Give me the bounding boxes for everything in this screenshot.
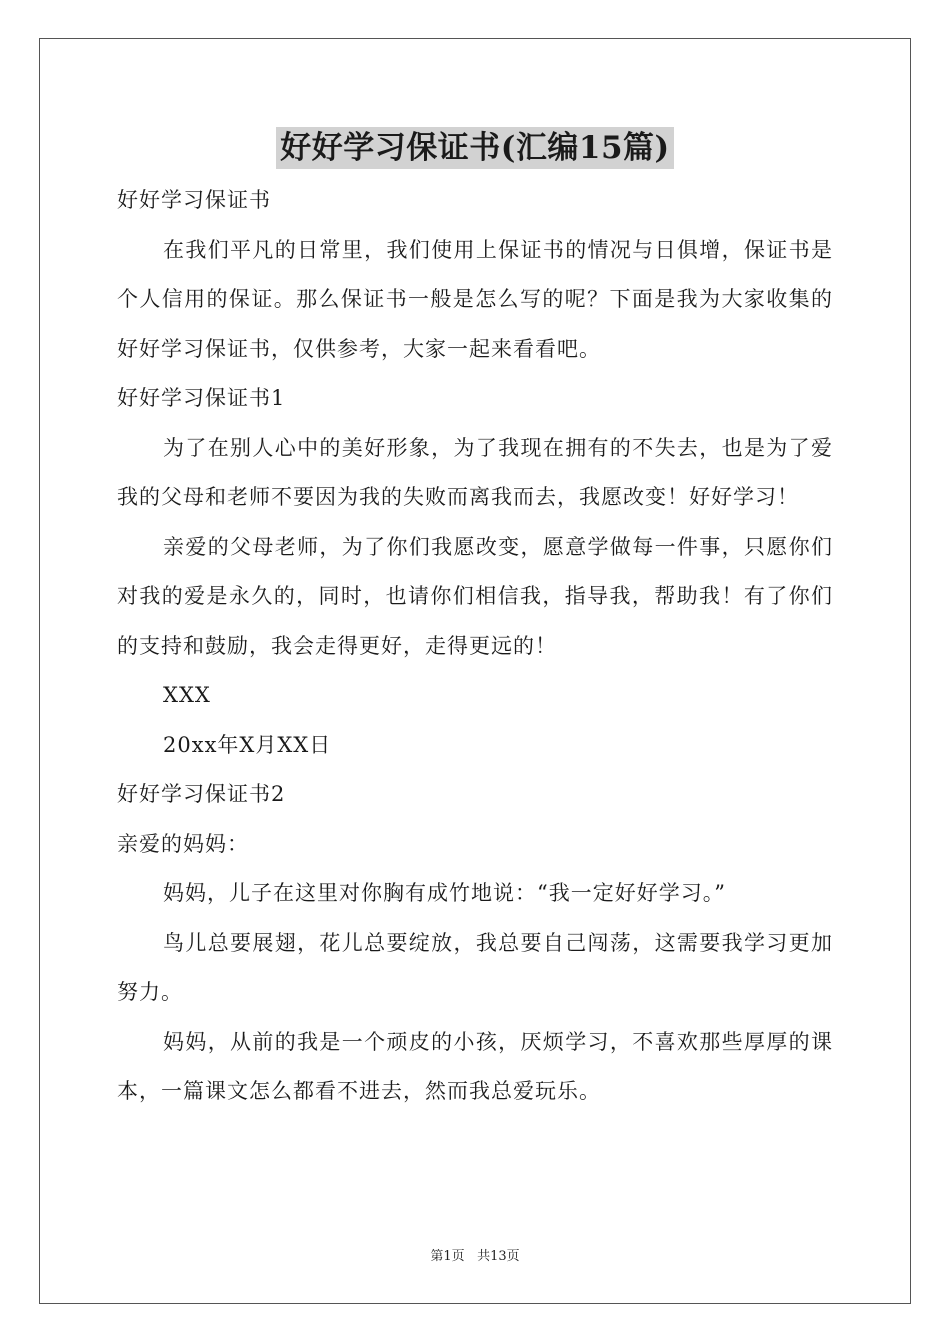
footer-spacer <box>465 1249 477 1264</box>
total-pages: 共13页 <box>477 1249 520 1264</box>
document-body <box>117 176 833 1117</box>
paragraph-10: 鸟儿总要展翅，花儿总要绽放，我总要自己闯荡，这需要我学习更加努力。 <box>117 930 833 1004</box>
paragraph-6: 20xx年X月XX日 <box>163 732 332 757</box>
paragraph-8: 亲爱的妈妈： <box>117 831 249 856</box>
document-title: 好好学习保证书(汇编15篇) <box>276 127 673 169</box>
paragraph-7: 好好学习保证书2 <box>117 782 286 806</box>
paragraph-9: 妈妈，儿子在这里对你胸有成竹地说：“我一定好好学习。” <box>163 881 726 905</box>
paragraph-2: 好好学习保证书1 <box>117 386 286 410</box>
paragraph-3: 为了在别人心中的美好形象，为了我现在拥有的不失去，也是为了爱我的父母和老师不要因为我的失败而离我而去，我愿改变！好好学习！ <box>117 435 833 509</box>
paragraph-4: 亲爱的父母老师，为了你们我愿改变，愿意学做每一件事，只愿你们对我的爱是永久的，同时，也请你们相信我，指导我，帮助我！有了你们的支持和鼓励，我会走得更好，走得更远的！ <box>117 534 833 658</box>
paragraph-0: 好好学习保证书 <box>117 188 271 212</box>
paragraph-11: 妈妈，从前的我是一个顽皮的小孩，厌烦学习，不喜欢那些厚厚的课本，一篇课文怎么都看不进去，然而我总爱玩乐。 <box>117 1029 833 1103</box>
paragraph-1: 在我们平凡的日常里，我们使用上保证书的情况与日俱增，保证书是个人信用的保证。那么保证书一般是怎么写的呢？下面是我为大家收集的好好学习保证书，仅供参考，大家一起来看看吧。 <box>117 237 833 361</box>
page-footer <box>0 1248 950 1266</box>
paragraph-5: XXX <box>163 683 211 707</box>
page-number: 第1页 <box>430 1249 465 1264</box>
title-container <box>0 127 950 169</box>
